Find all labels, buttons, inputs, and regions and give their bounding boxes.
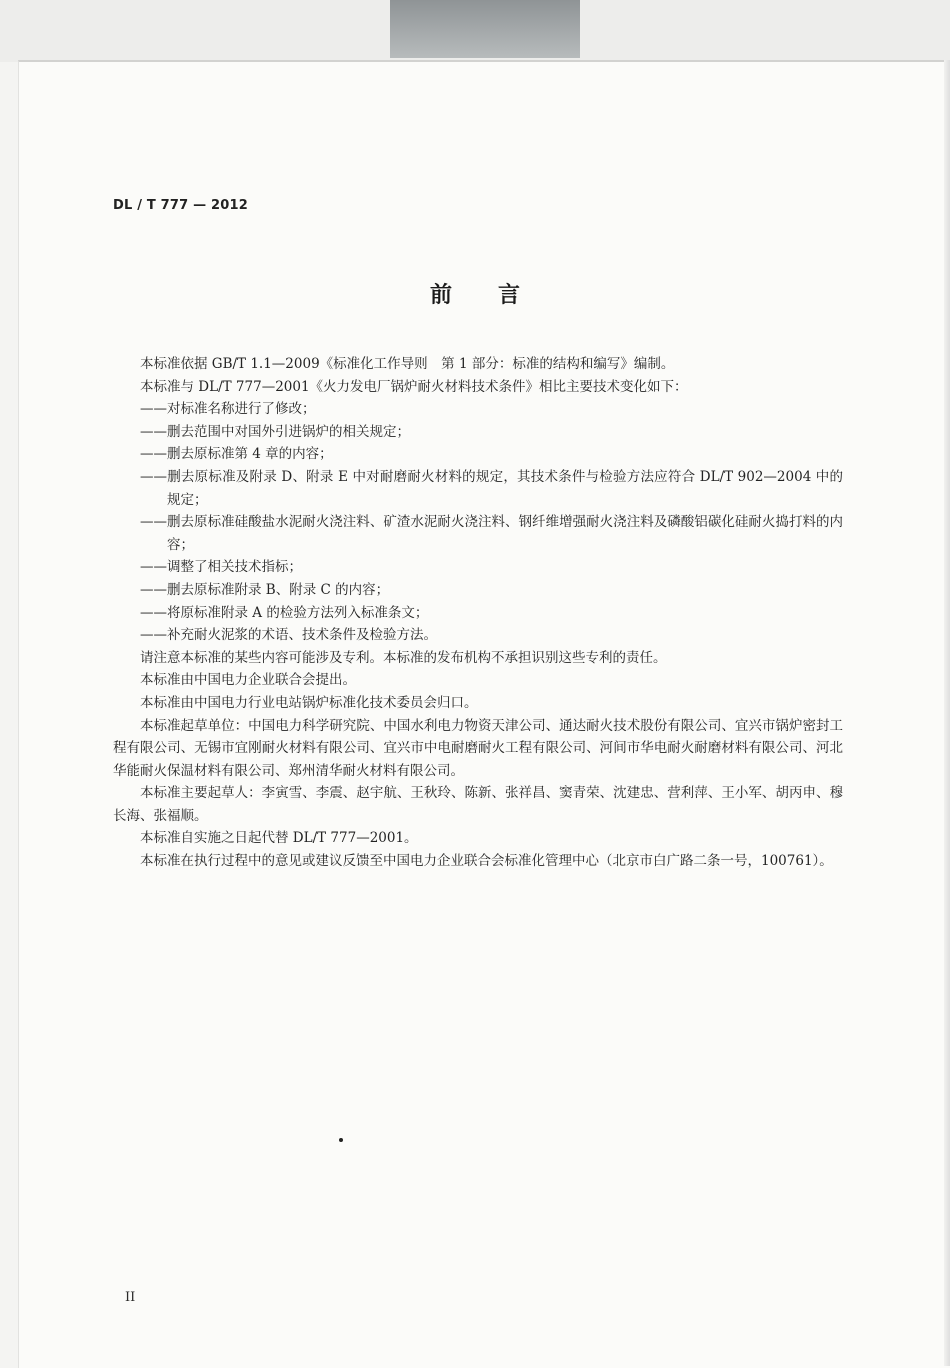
body-paragraph: 本标准由中国电力行业电站锅炉标准化技术委员会归口。 (140, 694, 478, 711)
body-paragraph: 本标准主要起草人：李寅雪、李震、赵宇航、王秋玲、陈新、张祥昌、窦青荣、沈建忠、营利萍、王小军、胡丙申、穆长海、张福顺。 (113, 785, 843, 824)
page-number: II (125, 1290, 136, 1305)
change-list-item: ——调整了相关技术指标； (140, 559, 302, 576)
change-list-item: ——删去原标准硅酸盐水泥耐火浇注料、矿渣水泥耐火浇注料、钢纤维增强耐火浇注料及磷酸铝碳化硅耐火捣打料的内容； (140, 514, 843, 553)
document-code: DL / T 777 — 2012 (113, 198, 249, 213)
body-paragraph: 请注意本标准的某些内容可能涉及专利。本标准的发布机构不承担识别这些专利的责任。 (140, 649, 667, 666)
body-paragraph: 本标准自实施之日起代替 DL/T 777—2001。 (140, 830, 418, 847)
page-edge-shadow (944, 60, 950, 1366)
body-paragraph: 本标准与 DL/T 777—2001《火力发电厂锅炉耐火材料技术条件》相比主要技术变化如下： (140, 378, 688, 395)
change-list-item: ——对标准名称进行了修改； (140, 401, 316, 418)
scan-speck (339, 1138, 343, 1142)
change-list-item: ——删去原标准附录 B、附录 C 的内容； (140, 581, 390, 598)
body-paragraph: 本标准依据 GB/T 1.1—2009《标准化工作导则 第 1 部分：标准的结构和编写》编制。 (140, 356, 675, 372)
body-paragraph: 本标准由中国电力企业联合会提出。 (140, 672, 356, 689)
change-list-item: ——删去原标准第 4 章的内容； (140, 446, 333, 463)
foreword-body (113, 353, 843, 873)
change-list-item: ——删去范围中对国外引进锅炉的相关规定； (140, 423, 410, 440)
page-title: 前言 (429, 283, 566, 308)
body-paragraph: 本标准起草单位：中国电力科学研究院、中国水利电力物资天津公司、通达耐火技术股份有限公司、宜兴市锅炉密封工程有限公司、无锡市宜刚耐火材料有限公司、宜兴市中电耐磨耐火工程有限公司、河间市华电耐火耐磨材料有限公司、河北华能耐火保温材料有限公司、郑州清华耐火材料有限公司。 (113, 717, 843, 779)
change-list-item: ——删去原标准及附录 D、附录 E 中对耐磨耐火材料的规定，其技术条件与检验方法应符合 DL/T 902—2004 中的规定； (140, 468, 843, 508)
change-list-item: ——补充耐火泥浆的术语、技术条件及检验方法。 (140, 627, 437, 644)
scanner-clip-shadow (390, 0, 580, 58)
change-list-item: ——将原标准附录 A 的检验方法列入标准条文； (140, 604, 429, 621)
body-paragraph: 本标准在执行过程中的意见或建议反馈至中国电力企业联合会标准化管理中心（北京市白广路二条一号，100761）。 (140, 853, 833, 870)
